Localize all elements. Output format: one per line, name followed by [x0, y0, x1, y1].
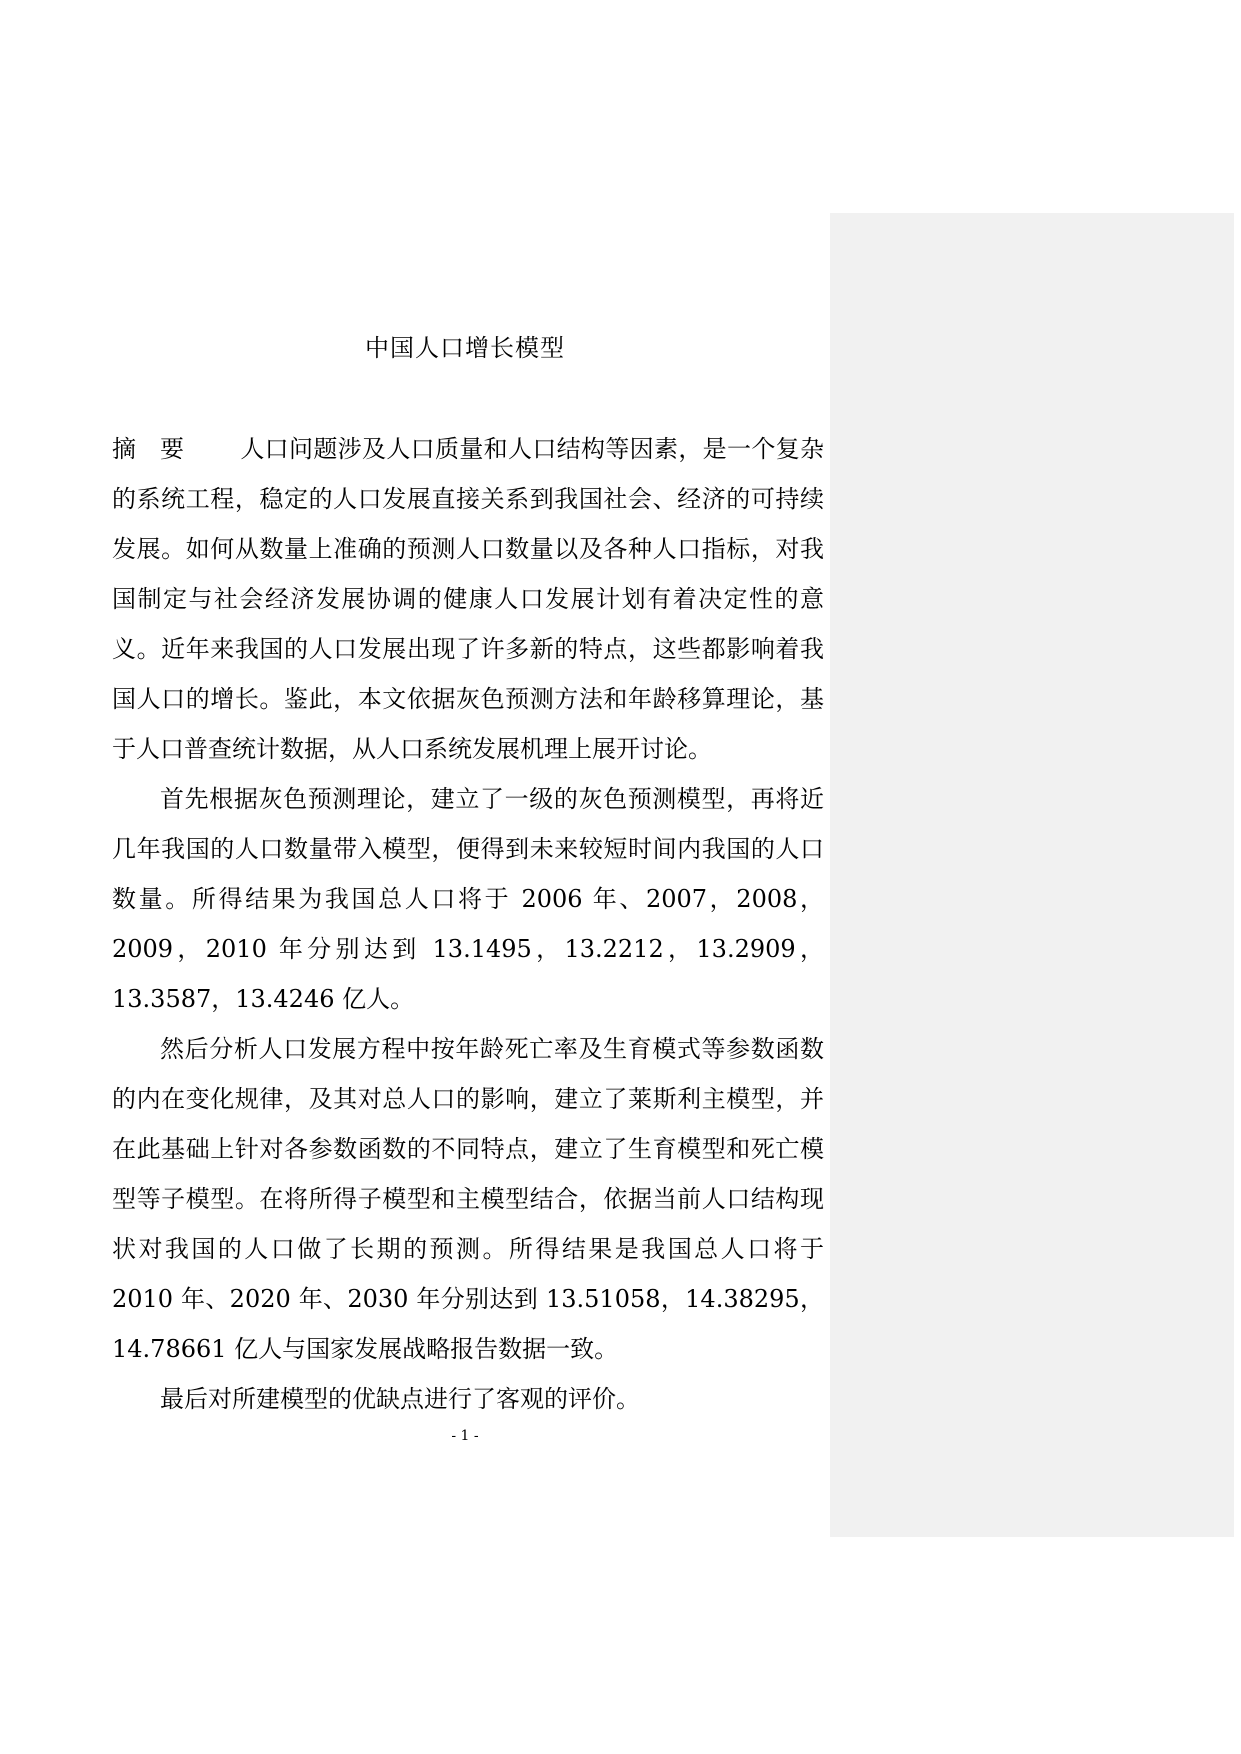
paragraph-text: 人口问题涉及人口质量和人口结构等因素，是一个复杂的系统工程，稳定的人口发展直接关系到我国社会、经济的可持续发展。如何从数量上准确的预测人口数量以及各种人口指标，对我国制定与社会经济发展协调的健康人口发展计划有着决定性的意义。近年来我国的人口发展出现了许多新的特点，这些都影响着我国人口的增长。鉴此，本文依据灰色预测方法和年龄移算理论，基于人口普查统计数据，从人口系统发展机理上展开讨论。: [112, 435, 824, 763]
abstract-label: 摘 要: [112, 435, 184, 463]
paragraph-grey-prediction: 首先根据灰色预测理论，建立了一级的灰色预测模型，再将近几年我国的人口数量带入模型，便得到未来较短时间内我国的人口数量。所得结果为我国总人口将于 2006 年、2007，2008，2009，2010 年分别达到 13.1495，13.2212，13.2909，13.3587，13.4246 亿人。: [112, 785, 824, 1013]
paragraph-leslie-model: 然后分析人口发展方程中按年龄死亡率及生育模式等参数函数的内在变化规律，及其对总人口的影响，建立了莱斯利主模型，并在此基础上针对各参数函数的不同特点，建立了生育模型和死亡模型等子模型。在将所得子模型和主模型结合，依据当前人口结构现状对我国的人口做了长期的预测。所得结果是我国总人口将于 2010 年、2020 年、2030 年分别达到 13.51058，14.38295，14.78661 亿人与国家发展战略报告数据一致。: [112, 1035, 824, 1363]
document-title: 中国人口增长模型: [365, 334, 565, 362]
abstract-paragraph: [112, 424, 824, 774]
comment-pane: [830, 213, 1234, 1537]
document-body: [112, 424, 824, 1424]
paragraph-evaluation: 最后对所建模型的优缺点进行了客观的评价。: [160, 1385, 640, 1413]
page-number: - 1 -: [451, 1428, 479, 1444]
